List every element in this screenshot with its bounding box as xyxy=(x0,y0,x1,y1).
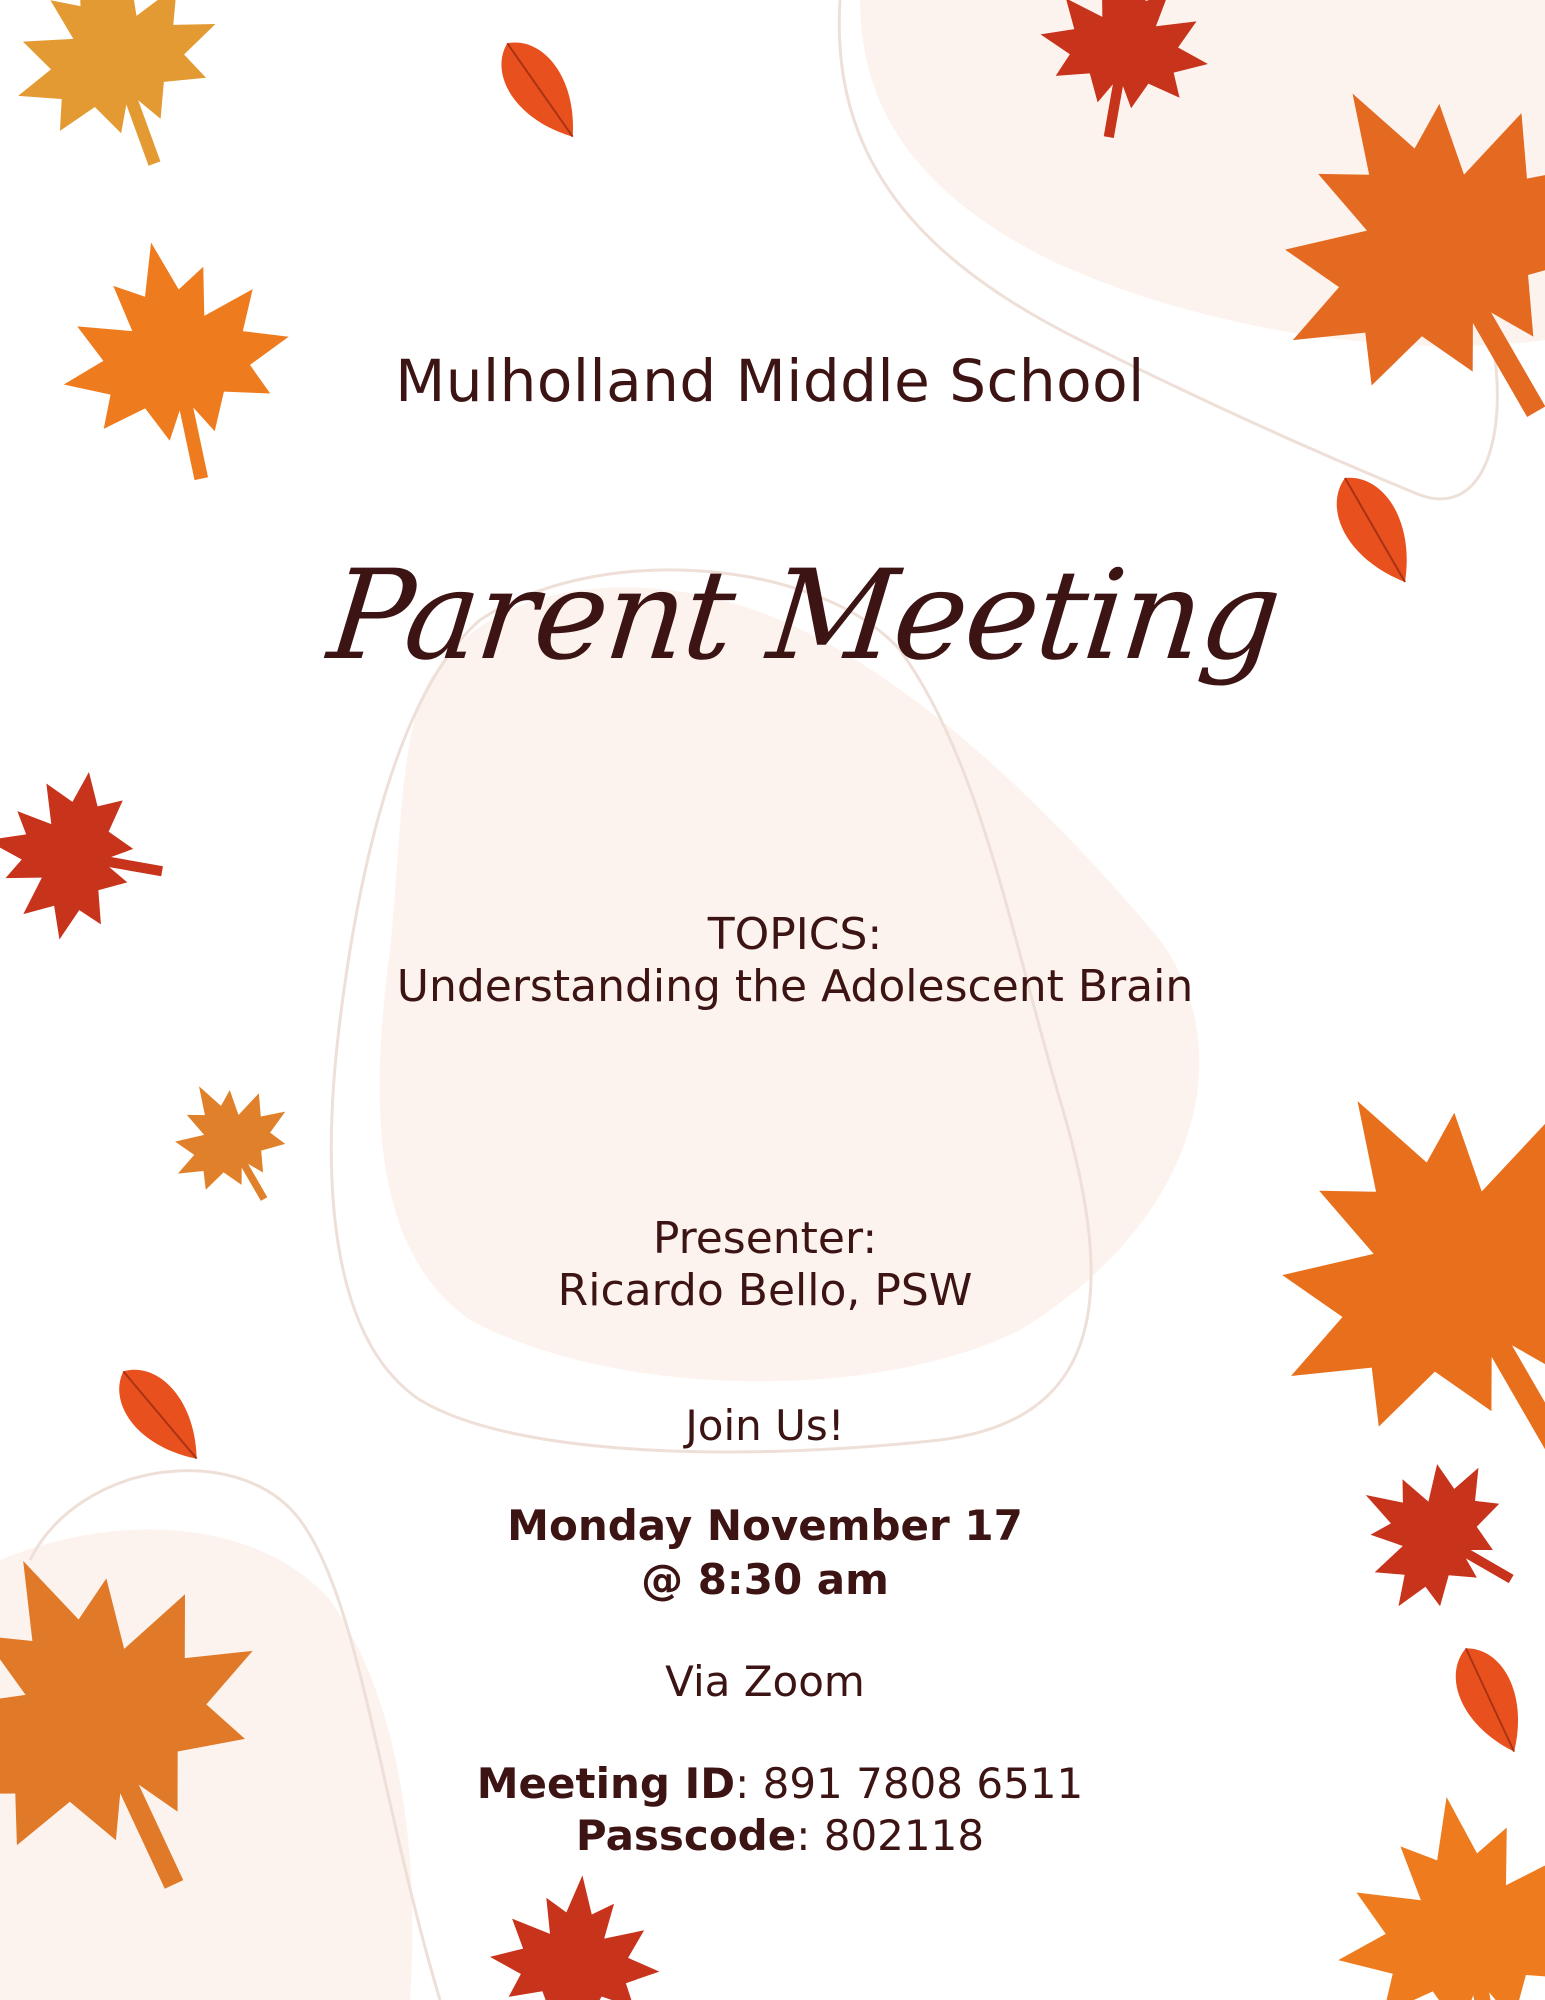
meeting-id-label: Meeting ID xyxy=(476,1759,736,1808)
meeting-date: Monday November 17 xyxy=(507,1501,1023,1550)
oval-leaf-icon xyxy=(103,1354,217,1475)
platform-text: Via Zoom xyxy=(665,1657,865,1706)
school-name: Mulholland Middle School xyxy=(395,347,1145,415)
maple-leaf-icon xyxy=(482,1868,667,2000)
topics-label: TOPICS: xyxy=(707,909,883,960)
passcode-value: 802118 xyxy=(823,1811,985,1860)
maple-leaf-icon xyxy=(145,1055,317,1230)
oval-leaf-icon xyxy=(1321,464,1429,596)
presenter-label: Presenter: xyxy=(652,1213,878,1264)
page-title: Parent Meeting xyxy=(322,544,1286,688)
passcode-separator: : xyxy=(796,1811,824,1860)
passcode-label: Passcode xyxy=(575,1811,797,1860)
meeting-id-value: 891 7808 6511 xyxy=(762,1759,1084,1808)
invite-text: Join Us! xyxy=(685,1401,845,1450)
presenter-name: Ricardo Bello, PSW xyxy=(557,1265,973,1316)
maple-leaf-icon xyxy=(1314,1774,1545,2000)
oval-leaf-icon xyxy=(486,28,595,152)
oval-leaf-icon xyxy=(1442,1637,1538,1763)
maple-leaf-icon xyxy=(0,0,253,199)
maple-leaf-icon xyxy=(0,757,177,955)
topic-text: Understanding the Adolescent Brain xyxy=(396,961,1194,1012)
meeting-id-line xyxy=(280,1760,1280,1808)
maple-leaf-icon xyxy=(1326,1426,1545,1649)
meeting-id-separator: : xyxy=(735,1759,763,1808)
maple-leaf-icon xyxy=(39,219,314,503)
meeting-time: @ 8:30 am xyxy=(641,1555,889,1604)
passcode-line xyxy=(280,1812,1280,1860)
